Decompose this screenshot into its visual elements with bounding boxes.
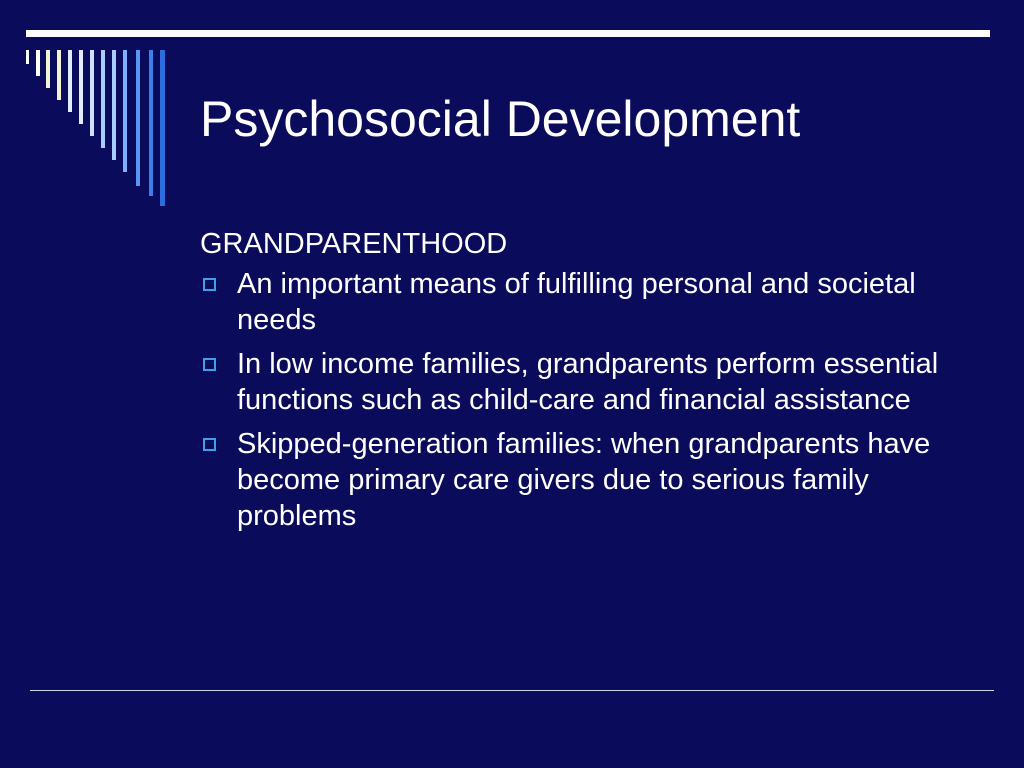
stripe-1 [26, 50, 29, 64]
stripe-6 [79, 50, 83, 124]
stripe-2 [36, 50, 40, 76]
stripe-12 [149, 50, 153, 196]
decorative-stripes [0, 0, 180, 220]
square-bullet-icon [203, 358, 216, 371]
bullet-item [200, 346, 980, 418]
bullet-list [200, 266, 980, 534]
stripe-3 [46, 50, 50, 88]
stripe-4 [57, 50, 61, 100]
stripe-13 [160, 50, 165, 206]
bullet-item [200, 426, 980, 534]
bullet-text: Skipped-generation families: when grandparents have become primary care givers due to serious family problems [237, 428, 931, 532]
bullet-text: In low income families, grandparents perform essential functions such as child-care and financial assistance [237, 348, 939, 416]
square-bullet-icon [203, 438, 216, 451]
stripe-7 [90, 50, 94, 136]
stripe-8 [101, 50, 105, 148]
stripe-10 [123, 50, 127, 172]
bullet-item [200, 266, 980, 338]
bullet-text: An important means of fulfilling personal and societal needs [237, 268, 916, 336]
slide-content [200, 226, 980, 542]
section-heading: GRANDPARENTHOOD [200, 228, 508, 260]
slide-title: Psychosocial Development [200, 91, 801, 147]
stripe-9 [112, 50, 116, 160]
stripe-11 [136, 50, 140, 186]
square-bullet-icon [203, 278, 216, 291]
stripe-5 [68, 50, 72, 112]
bottom-rule [30, 690, 994, 691]
